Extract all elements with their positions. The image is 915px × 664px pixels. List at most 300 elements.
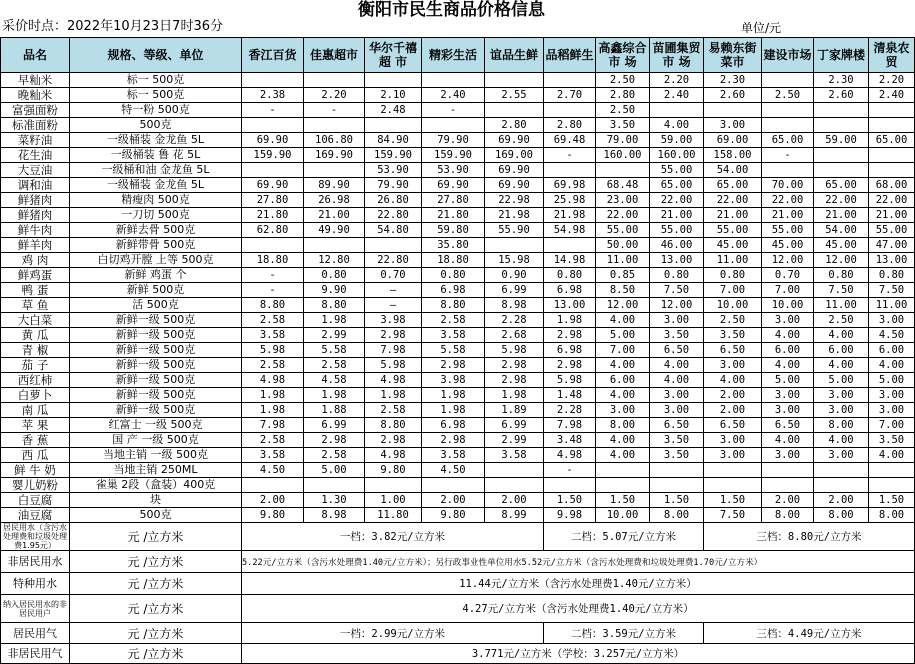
product-name-cell: 西 瓜 <box>1 448 70 463</box>
price-cell: 9.80 <box>422 508 485 523</box>
price-cell: 2.80 <box>596 88 650 103</box>
price-cell: 1.50 <box>704 493 762 508</box>
price-cell: 2.40 <box>422 88 485 103</box>
price-cell: 23.00 <box>596 193 650 208</box>
price-cell: 2.00 <box>704 388 762 403</box>
price-cell <box>304 73 365 88</box>
product-name-cell: 西红柿 <box>1 373 70 388</box>
utility-name: 特种用水 <box>1 573 70 595</box>
price-cell: 2.50 <box>704 313 762 328</box>
price-cell: 5.58 <box>304 343 365 358</box>
sample-time: 采价时点：2022年10月23日7时36分 <box>2 19 223 34</box>
price-cell: 8.80 <box>304 298 365 313</box>
price-cell: 55.00 <box>869 223 915 238</box>
table-row <box>1 103 915 118</box>
spec-cell: 新鲜带骨 500克 <box>70 238 242 253</box>
price-cell: 2.20 <box>304 88 365 103</box>
header-cell: 华尔千禧超 市 <box>365 38 422 73</box>
price-cell: 4.00 <box>650 373 704 388</box>
utilities-body <box>1 523 915 664</box>
spec-cell: 白切鸡开膛 上等 500克 <box>70 253 242 268</box>
price-cell: 8.80 <box>365 418 422 433</box>
spec-cell: 500克 <box>70 508 242 523</box>
price-cell: 1.89 <box>485 403 544 418</box>
price-cell: 59.00 <box>650 133 704 148</box>
table-row <box>1 268 915 283</box>
price-cell: 5.98 <box>544 373 596 388</box>
price-cell: 65.00 <box>704 178 762 193</box>
price-cell: 2.40 <box>650 88 704 103</box>
utility-name: 居民用气 <box>1 623 70 644</box>
price-cell: 2.68 <box>485 328 544 343</box>
price-cell: 6.50 <box>762 418 814 433</box>
price-cell <box>869 478 915 493</box>
spec-cell: 精瘦肉 500克 <box>70 193 242 208</box>
price-cell <box>304 118 365 133</box>
price-cell: 0.90 <box>485 268 544 283</box>
price-cell: 2.50 <box>596 73 650 88</box>
price-cell: 12.80 <box>304 253 365 268</box>
price-cell: 3.00 <box>814 388 869 403</box>
utility-unit: 元 /立方米 <box>70 573 242 595</box>
price-cell: 0.85 <box>596 268 650 283</box>
table-row <box>1 133 915 148</box>
spec-cell: 新鲜去骨 500克 <box>70 223 242 238</box>
price-cell: 2.48 <box>365 103 422 118</box>
price-cell: 1.98 <box>544 313 596 328</box>
price-cell: 7.50 <box>814 283 869 298</box>
price-cell <box>485 238 544 253</box>
price-cell: 69.48 <box>544 133 596 148</box>
price-cell: 21.80 <box>242 208 304 223</box>
price-cell <box>544 73 596 88</box>
table-row <box>1 343 915 358</box>
product-name-cell: 鲜牛肉 <box>1 223 70 238</box>
price-cell: 21.00 <box>762 208 814 223</box>
table-row <box>1 508 915 523</box>
price-cell: 6.99 <box>304 418 365 433</box>
utility-row <box>1 573 915 595</box>
price-cell <box>242 118 304 133</box>
utility-tier-2: 二档：5.07元/立方米 <box>544 523 704 551</box>
table-row <box>1 238 915 253</box>
price-cell: 0.80 <box>304 268 365 283</box>
price-cell: 2.99 <box>485 433 544 448</box>
price-cell: 6.00 <box>869 343 915 358</box>
price-cell: 7.00 <box>596 343 650 358</box>
price-cell: - <box>762 148 814 163</box>
price-cell: 2.00 <box>814 493 869 508</box>
price-cell <box>596 463 650 478</box>
price-cell: 21.00 <box>869 208 915 223</box>
price-cell <box>544 103 596 118</box>
price-cell <box>485 478 544 493</box>
table-row <box>1 493 915 508</box>
price-cell: 0.70 <box>762 268 814 283</box>
price-cell <box>242 73 304 88</box>
price-cell: 7.98 <box>544 418 596 433</box>
spec-cell: 新鲜一级 500克 <box>70 358 242 373</box>
price-cell: 3.50 <box>596 118 650 133</box>
price-cell: 2.50 <box>814 313 869 328</box>
price-cell <box>814 148 869 163</box>
price-cell: 4.00 <box>814 433 869 448</box>
price-cell <box>365 478 422 493</box>
price-cell: 49.90 <box>304 223 365 238</box>
price-cell: 2.00 <box>704 403 762 418</box>
table-row <box>1 223 915 238</box>
price-cell: 4.00 <box>814 358 869 373</box>
spec-cell: 新鲜一级 500克 <box>70 328 242 343</box>
price-cell: 2.50 <box>762 88 814 103</box>
price-cell: 21.98 <box>544 208 596 223</box>
price-cell: 8.80 <box>422 298 485 313</box>
price-cell: 0.70 <box>365 268 422 283</box>
price-cell: 0.80 <box>544 268 596 283</box>
price-cell: 55.00 <box>650 223 704 238</box>
table-row <box>1 253 915 268</box>
price-cell: 3.98 <box>365 313 422 328</box>
product-name-cell: 鲜猪肉 <box>1 193 70 208</box>
product-name-cell: 草 鱼 <box>1 298 70 313</box>
table-row <box>1 73 915 88</box>
utility-tier-2: 二档：3.59元/立方米 <box>544 623 704 644</box>
price-cell: 11.00 <box>814 298 869 313</box>
price-cell: 22.98 <box>485 193 544 208</box>
price-cell: 5.98 <box>485 343 544 358</box>
price-cell: 26.98 <box>304 193 365 208</box>
price-cell: - <box>242 103 304 118</box>
price-cell: 3.00 <box>762 388 814 403</box>
price-cell <box>869 163 915 178</box>
utility-unit: 元 /立方米 <box>70 623 242 644</box>
spec-cell: 一级桶和油 金龙鱼 5L <box>70 163 242 178</box>
price-cell: 160.00 <box>650 148 704 163</box>
price-cell: 11.80 <box>365 508 422 523</box>
price-cell: - <box>422 103 485 118</box>
price-cell: 3.00 <box>762 448 814 463</box>
price-cell: 22.00 <box>762 193 814 208</box>
price-cell: 158.00 <box>704 148 762 163</box>
price-cell: 11.00 <box>869 298 915 313</box>
price-cell: 0.80 <box>814 268 869 283</box>
table-row <box>1 88 915 103</box>
price-cell: 2.80 <box>544 118 596 133</box>
product-name-cell: 大豆油 <box>1 163 70 178</box>
price-cell: 21.00 <box>814 208 869 223</box>
price-cell: 7.98 <box>365 343 422 358</box>
price-cell: 5.98 <box>365 358 422 373</box>
price-cell: 5.00 <box>762 373 814 388</box>
price-cell: 62.80 <box>242 223 304 238</box>
price-cell <box>650 463 704 478</box>
price-cell: 9.98 <box>544 508 596 523</box>
price-cell: 5.98 <box>242 343 304 358</box>
price-cell: 21.80 <box>422 208 485 223</box>
price-cell: 7.50 <box>869 283 915 298</box>
price-cell: 14.98 <box>544 253 596 268</box>
price-cell <box>650 478 704 493</box>
price-cell: 3.00 <box>762 313 814 328</box>
price-cell: 22.80 <box>365 208 422 223</box>
product-name-cell: 鲜 牛 奶 <box>1 463 70 478</box>
price-cell: 6.50 <box>650 418 704 433</box>
price-cell <box>704 478 762 493</box>
price-cell: 4.00 <box>596 388 650 403</box>
price-cell: 12.00 <box>596 298 650 313</box>
price-cell: 18.80 <box>422 253 485 268</box>
price-cell <box>814 463 869 478</box>
price-cell: 1.50 <box>596 493 650 508</box>
price-cell: 21.98 <box>485 208 544 223</box>
price-cell: 69.98 <box>544 178 596 193</box>
product-name-cell: 晚籼米 <box>1 88 70 103</box>
price-cell: 70.00 <box>762 178 814 193</box>
price-cell: 3.50 <box>650 328 704 343</box>
price-cell: 2.30 <box>704 73 762 88</box>
price-cell: 1.98 <box>485 388 544 403</box>
price-cell: 27.80 <box>422 193 485 208</box>
price-cell: 3.00 <box>650 403 704 418</box>
price-cell <box>365 238 422 253</box>
table-row <box>1 433 915 448</box>
price-cell: 65.00 <box>762 133 814 148</box>
product-name-cell: 大白菜 <box>1 313 70 328</box>
price-cell: 55.00 <box>596 223 650 238</box>
price-cell <box>242 478 304 493</box>
price-cell: 0.80 <box>704 268 762 283</box>
price-cell: 5.58 <box>422 343 485 358</box>
price-cell: 4.00 <box>704 373 762 388</box>
price-cell: 169.00 <box>485 148 544 163</box>
price-cell <box>650 103 704 118</box>
price-cell: 3.00 <box>704 448 762 463</box>
price-cell: 54.00 <box>814 223 869 238</box>
product-name-cell: 苹 果 <box>1 418 70 433</box>
price-cell: - <box>304 103 365 118</box>
utility-unit: 元 /立方米 <box>70 523 242 551</box>
header-cell: 佳惠超市 <box>304 38 365 73</box>
price-cell: 79.90 <box>365 178 422 193</box>
spec-cell: 活 500克 <box>70 298 242 313</box>
price-cell: - <box>242 283 304 298</box>
price-cell: 4.98 <box>242 373 304 388</box>
spec-cell: 当地主销 一级 500克 <box>70 448 242 463</box>
header-cell: 苗圃集贸市 场 <box>650 38 704 73</box>
price-cell: 4.00 <box>596 433 650 448</box>
price-cell: 1.98 <box>242 403 304 418</box>
spec-cell: 标一 500克 <box>70 88 242 103</box>
product-name-cell: 早籼米 <box>1 73 70 88</box>
spec-cell: 雀巢 2段（盒装）400克 <box>70 478 242 493</box>
price-cell: 8.00 <box>762 508 814 523</box>
price-cell: 47.00 <box>869 238 915 253</box>
price-cell: 1.50 <box>544 493 596 508</box>
price-cell: 22.00 <box>869 193 915 208</box>
price-cell <box>704 103 762 118</box>
price-cell: 6.98 <box>422 418 485 433</box>
price-cell: 1.88 <box>304 403 365 418</box>
price-cell: 3.48 <box>544 433 596 448</box>
table-row <box>1 298 915 313</box>
price-cell: 7.00 <box>762 283 814 298</box>
spec-cell: 新鲜一级 500克 <box>70 373 242 388</box>
utility-row <box>1 595 915 623</box>
price-cell: 25.98 <box>544 193 596 208</box>
price-cell: 0.80 <box>650 268 704 283</box>
price-cell: 2.58 <box>304 448 365 463</box>
table-row <box>1 313 915 328</box>
header-cell: 规格、等级、单位 <box>70 38 242 73</box>
price-cell: 3.00 <box>704 433 762 448</box>
utility-row <box>1 523 915 551</box>
price-cell: 65.00 <box>869 133 915 148</box>
price-cell: 2.00 <box>762 493 814 508</box>
table-row <box>1 418 915 433</box>
utility-row <box>1 551 915 573</box>
page-title: 衡阳市民生商品价格信息 <box>358 0 545 20</box>
price-cell: 2.58 <box>242 433 304 448</box>
price-cell <box>422 478 485 493</box>
price-cell: 10.00 <box>704 298 762 313</box>
price-cell <box>596 478 650 493</box>
price-cell: 8.00 <box>814 418 869 433</box>
product-name-cell: 白豆腐 <box>1 493 70 508</box>
price-cell: 55.00 <box>704 223 762 238</box>
price-cell: 69.90 <box>422 178 485 193</box>
table-row <box>1 373 915 388</box>
price-cell: 4.00 <box>650 118 704 133</box>
price-cell: 2.60 <box>814 88 869 103</box>
price-cell: 3.00 <box>814 403 869 418</box>
price-cell <box>242 163 304 178</box>
price-cell: 12.00 <box>650 298 704 313</box>
utility-unit: 元 /立方米 <box>70 551 242 573</box>
product-name-cell: 调和油 <box>1 178 70 193</box>
price-cell: 1.50 <box>650 493 704 508</box>
price-cell: 8.50 <box>596 283 650 298</box>
price-cell: 22.00 <box>650 193 704 208</box>
price-cell <box>869 103 915 118</box>
price-cell: 22.00 <box>814 193 869 208</box>
spec-cell: 一级桶装 鲁 花 5L <box>70 148 242 163</box>
price-cell <box>869 148 915 163</box>
table-row <box>1 118 915 133</box>
price-cell: 65.00 <box>650 178 704 193</box>
price-cell: 22.00 <box>704 193 762 208</box>
table-row <box>1 193 915 208</box>
price-cell: 4.00 <box>869 358 915 373</box>
price-cell: 55.00 <box>650 163 704 178</box>
price-cell: 7.00 <box>704 283 762 298</box>
product-name-cell: 鸭 蛋 <box>1 283 70 298</box>
price-cell: - <box>544 463 596 478</box>
price-cell: 2.38 <box>242 88 304 103</box>
spec-cell: 特一粉 500克 <box>70 103 242 118</box>
utility-description: 3.771元/立方米（学校：3.257元/立方米） <box>242 644 915 664</box>
price-cell: 8.00 <box>869 508 915 523</box>
product-name-cell: 菜籽油 <box>1 133 70 148</box>
price-cell: 3.50 <box>704 328 762 343</box>
price-cell: 2.80 <box>485 118 544 133</box>
price-cell: 3.00 <box>650 313 704 328</box>
header-cell: 精彩生活 <box>422 38 485 73</box>
price-cell: 69.90 <box>242 178 304 193</box>
price-cell: 159.90 <box>422 148 485 163</box>
price-cell: 3.58 <box>422 328 485 343</box>
price-cell: 2.98 <box>365 433 422 448</box>
price-cell: 26.80 <box>365 193 422 208</box>
price-cell: 169.90 <box>304 148 365 163</box>
price-cell: 2.40 <box>869 88 915 103</box>
price-cell: 2.98 <box>544 358 596 373</box>
spec-cell: 红富士 一级 500克 <box>70 418 242 433</box>
price-cell: 55.00 <box>762 223 814 238</box>
price-cell: 53.90 <box>422 163 485 178</box>
price-cell <box>596 163 650 178</box>
utility-tier-1: 一档：3.82元/立方米 <box>242 523 544 551</box>
product-name-cell: 鲜猪肉 <box>1 208 70 223</box>
price-cell: 6.00 <box>814 343 869 358</box>
price-cell <box>704 463 762 478</box>
price-cell: 3.00 <box>869 403 915 418</box>
price-cell: 22.00 <box>596 208 650 223</box>
price-cell: 6.98 <box>422 283 485 298</box>
price-cell: 2.58 <box>365 403 422 418</box>
price-cell <box>365 118 422 133</box>
product-name-cell: 白萝卜 <box>1 388 70 403</box>
price-cell: 4.00 <box>596 448 650 463</box>
spec-cell: 标一 500克 <box>70 73 242 88</box>
price-cell: 2.58 <box>242 313 304 328</box>
price-cell: - <box>544 148 596 163</box>
spec-cell: 当地主销 250ML <box>70 463 242 478</box>
price-cell: 21.00 <box>304 208 365 223</box>
spec-cell: 一级桶装 金龙鱼 5L <box>70 178 242 193</box>
price-cell: 8.00 <box>814 508 869 523</box>
price-cell: 0.80 <box>422 268 485 283</box>
price-cell: 1.00 <box>365 493 422 508</box>
utility-description: 4.27元/立方米（含污水处理费1.40元/立方米） <box>242 595 915 623</box>
price-cell: 1.98 <box>422 388 485 403</box>
price-cell: 3.00 <box>869 388 915 403</box>
utility-tier-1: 一档：2.99元/立方米 <box>242 623 544 644</box>
product-name-cell: 香 蕉 <box>1 433 70 448</box>
price-cell: 1.48 <box>544 388 596 403</box>
utility-name: 纳入居民用水的非居民用户 <box>1 595 70 623</box>
price-cell: 4.00 <box>814 328 869 343</box>
spec-cell: 新鲜 鸡蛋 个 <box>70 268 242 283</box>
price-cell: 1.98 <box>304 313 365 328</box>
price-cell <box>762 463 814 478</box>
price-cell: 3.00 <box>704 358 762 373</box>
price-cell <box>485 463 544 478</box>
product-name-cell: 富强面粉 <box>1 103 70 118</box>
price-cell: 1.50 <box>869 493 915 508</box>
price-cell: 1.98 <box>242 388 304 403</box>
price-cell: 54.00 <box>704 163 762 178</box>
price-cell: 13.00 <box>544 298 596 313</box>
spec-cell: 一刀切 500克 <box>70 208 242 223</box>
price-cell: 69.90 <box>242 133 304 148</box>
price-cell: 2.30 <box>814 73 869 88</box>
price-cell: 2.20 <box>650 73 704 88</box>
price-cell <box>544 163 596 178</box>
price-cell: 13.00 <box>869 253 915 268</box>
header-cell: 建设市场 <box>762 38 814 73</box>
price-cell <box>485 73 544 88</box>
header-cell: 品名 <box>1 38 70 73</box>
